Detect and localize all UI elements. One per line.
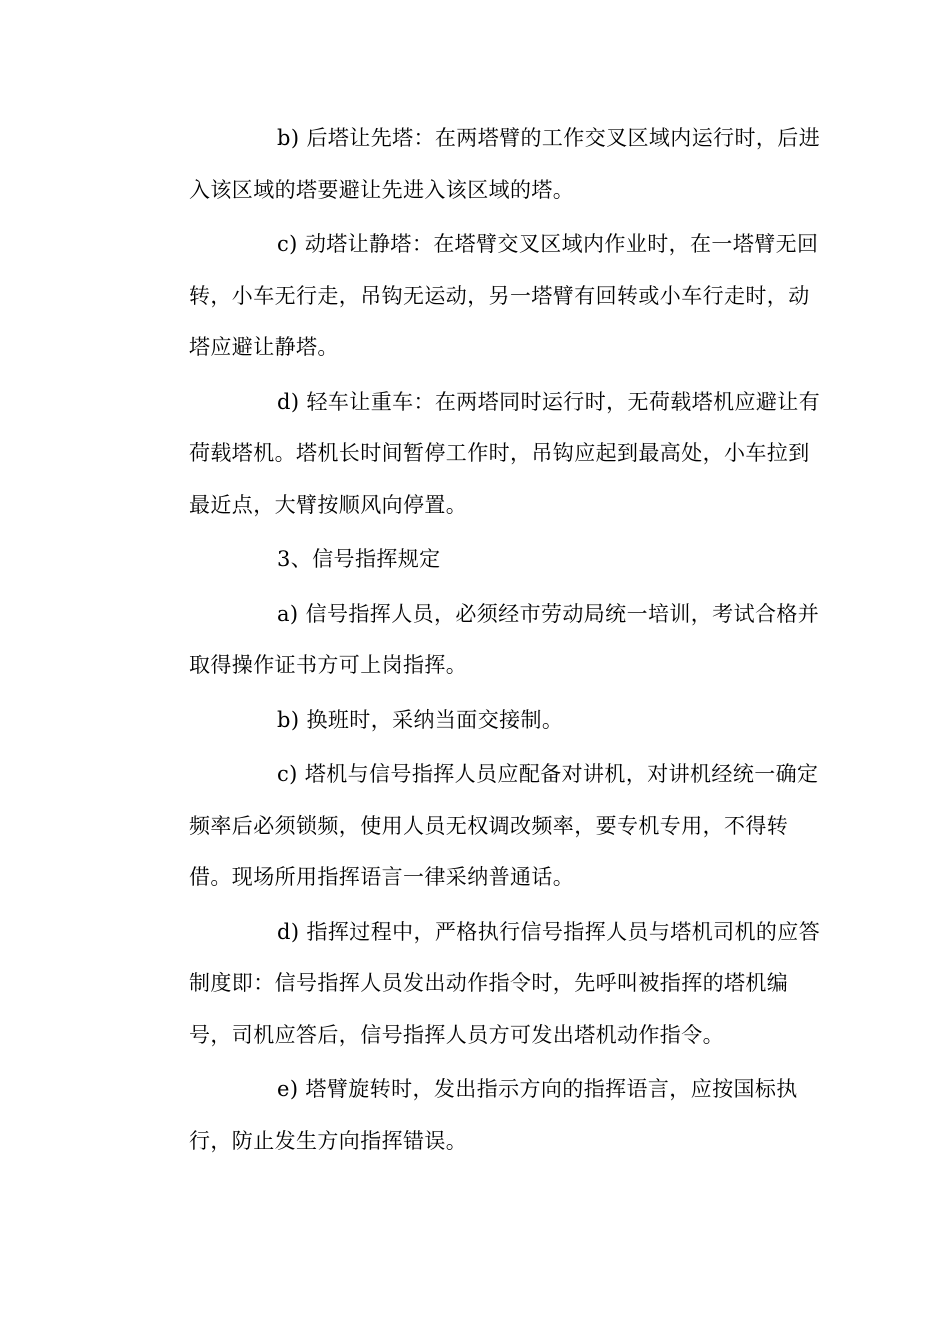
text-line: 行，防止发生方向指挥错误。 [189,1128,468,1153]
text-line: a) 信号指挥人员，必须经市劳动局统一培训，考试合格并 [277,601,820,626]
paragraph-e-boom-rotation [147,1064,797,1167]
text-line: b) 后塔让先塔：在两塔臂的工作交叉区域内运行时，后进 [277,126,821,150]
section-heading: 3、信号指挥规定 [277,547,441,571]
paragraph-d-light-yields-heavy [147,377,821,532]
text-line: 频率后必须锁频，使用人员无权调改频率，要专机专用，不得转 [189,813,789,838]
paragraph-c-walkie-talkie [147,749,819,904]
text-line: 取得操作证书方可上岗指挥。 [189,653,468,677]
text-line: 借。现场所用指挥语言一律采纳普通话。 [189,865,575,889]
text-line: 入该区域的塔要避让先进入该区域的塔。 [189,177,575,202]
paragraph-b-rear-yields-first [147,113,821,216]
text-line: d) 轻车让重车：在两塔同时运行时，无荷载塔机应避让有 [277,389,821,414]
document-body [147,113,821,1170]
paragraph-d-command-response [147,907,821,1062]
paragraph-b-shift-handover [147,695,797,747]
text-line: e) 塔臂旋转时，发出指示方向的指挥语言，应按国标执 [277,1077,798,1101]
text-line: 制度即：信号指挥人员发出动作指令时，先呼叫被指挥的塔机编 [189,971,789,995]
paragraph-c-moving-yields-static [147,219,819,374]
text-line: c) 动塔让静塔：在塔臂交叉区域内作业时，在一塔臂无回 [277,232,819,256]
text-line: d) 指挥过程中，严格执行信号指挥人员与塔机司机的应答 [277,919,821,944]
section-heading-signal-rules [147,534,797,586]
text-line: c) 塔机与信号指挥人员应配备对讲机，对讲机经统一确定 [277,762,819,786]
text-line: 号，司机应答后，信号指挥人员方可发出塔机动作指令。 [189,1022,724,1047]
text-line: 塔应避让静塔。 [189,335,339,359]
text-line: 转，小车无行走，吊钩无运动，另一塔臂有回转或小车行走时，动 [189,283,810,308]
text-line: 最近点，大臂按顺风向停置。 [189,492,468,517]
text-line: b) 换班时，采纳当面交接制。 [277,707,564,732]
paragraph-a-signal-training [147,589,820,692]
text-line: 荷载塔机。塔机长时间暂停工作时，吊钩应起到最高处，小车拉到 [189,441,810,465]
